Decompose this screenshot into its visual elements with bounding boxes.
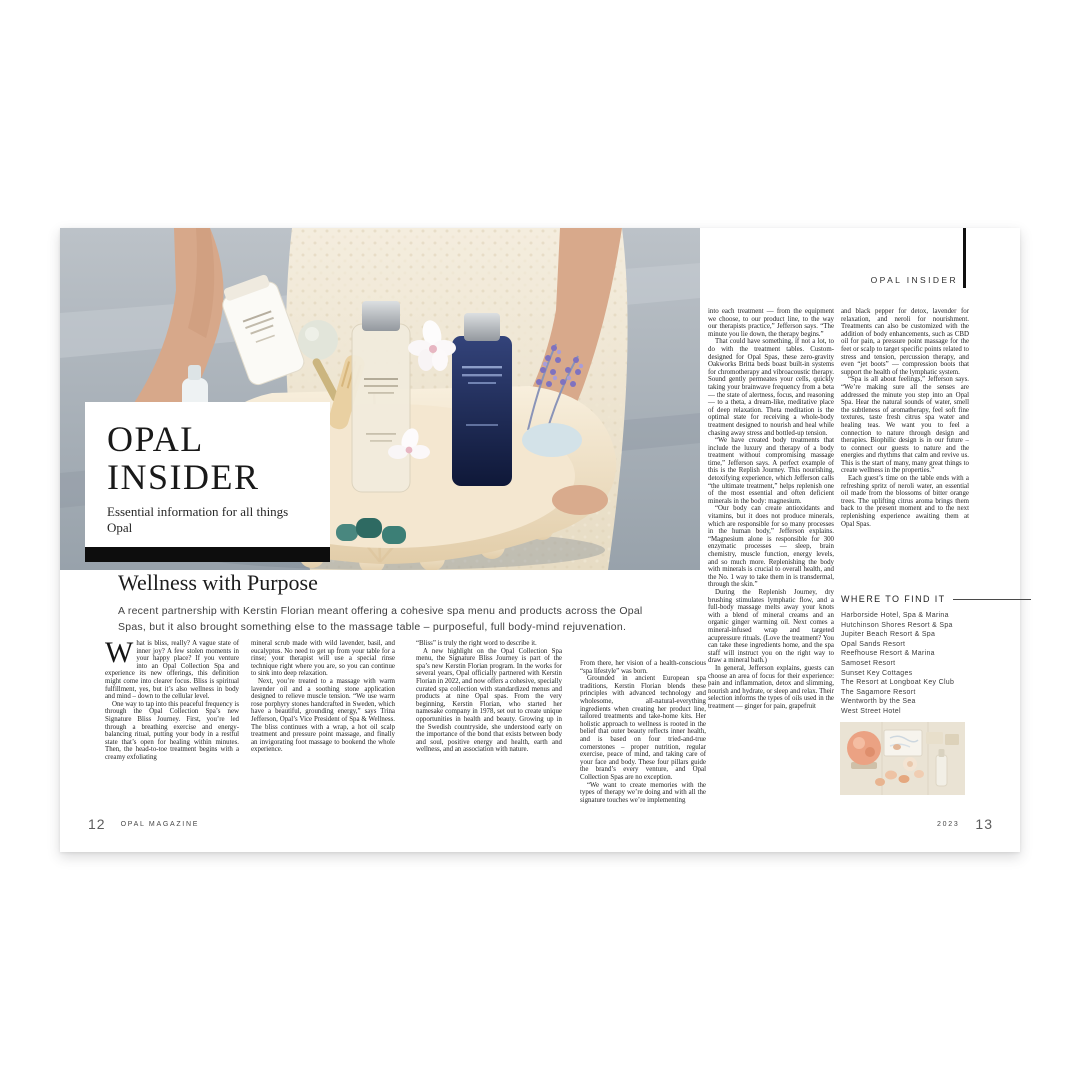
where-to-find-it-label: WHERE TO FIND IT (841, 594, 946, 604)
list-item: Jupiter Beach Resort & Spa (841, 631, 936, 639)
section-header-label: OPAL INSIDER (870, 275, 958, 285)
list-item: Wentworth by the Sea (841, 698, 916, 706)
paragraph: “We have created body treatments that include the luxury and therapy of a body treatment without compromising massage time,” Jefferson says. A perfect example of this is the Replish Journey. This nourishing, detoxifying experience, which Jefferson calls “the ultimate treatment,” helps replenish one of the most essential and often deficient minerals in the body: magnesium. (708, 437, 834, 505)
list-item: The Resort at Longboat Key Club (841, 679, 955, 687)
list-item: Samoset Resort (841, 659, 896, 667)
hero-title-card (85, 402, 330, 562)
hero-title-line1: OPAL (107, 419, 204, 459)
footer-right (937, 816, 993, 832)
list-item: Reefhouse Resort & Marina (841, 650, 935, 658)
body-column-2 (251, 640, 395, 754)
right-hand (552, 485, 608, 515)
paragraph: Each guest’s time on the table ends with a refreshing spritz of neroli water, an essential oil made from the blossoms of bitter orange trees. The uplifting citrus aroma brings them back to the present moment and to the next replenishing experience awaiting them at Opal Spas. (841, 475, 969, 528)
paragraph: In general, Jefferson explains, guests can choose an area of focus for their experience: pain and inflammation, detox and slimming, nourish and hydrate, or sleep and relax. Their selection informs the types of oils used in the treatment — ginger for pain, grapefruit (708, 664, 834, 710)
paragraph: A new highlight on the Opal Collection Spa menu, the Signature Bliss Journey is part of the spa’s new Kerstin Florian program. In the works for several years, Opal officially partnered with Kerstin Florian in 2022, and now offers a cohesive, specially curated spa collection with standardized menus and products at nine Opal spas. From the very beginning, Kerstin Florian, who started her namesake company in 1978, set out to create unique opportunities in health and beauty. Growing up in the Swedish countryside, she understood early on the importance of the bond that exists between body and soul, positive energy and health, earth and wellness, and an association with nature. (416, 647, 562, 754)
location-list (841, 611, 1031, 717)
article-intro: A recent partnership with Kerstin Florian meant offering a cohesive spa menu and products across the Opal Spas, but it also brought something else to the massage table – purposeful, full body-mind rejuvenation. (118, 605, 643, 633)
list-item: Hutchinson Shores Resort & Spa (841, 621, 953, 629)
hero-subtitle: Essential information for all things Opal (107, 504, 289, 535)
where-to-find-it-heading (841, 594, 1031, 604)
heading-rule (953, 599, 1031, 600)
magazine-name: OPAL MAGAZINE (120, 820, 200, 828)
flatlay-illustration (840, 722, 965, 795)
spa-products-flatlay-photo (840, 722, 965, 795)
footer-left (88, 816, 199, 832)
drop-cap: W (105, 636, 134, 669)
paragraph: During the Replenish Journey, dry brushing stimulates lymphatic flow, and a full-body massage melts away your knots with a blend of mineral creams and an organic ginger warming oil. Next comes a mineral-infused wrap and targeted acupressure rituals. (Love the treatment? You can take these ingredients home, and the spa staff will instruct you on the right way to draw a mineral bath.) (708, 588, 834, 665)
paragraph: mineral scrub made with wild lavender, basil, and eucalyptus. No need to get up from your table for a rinse; your therapist will use a special rinse technique right where you are, so you can continue to sink into deep relaxation. (251, 640, 395, 678)
footer-year: 2023 (937, 820, 960, 828)
body-column-5 (708, 308, 834, 710)
paragraph: One way to tap into this peaceful frequency is through the Opal Collection Spa’s new Signature Bliss Journey. First, you’re led through a breathing exercise and energy-balancing ritual, putting your body in a restful state that’s open for healing within minutes. Then, the head-to-toe treatment begins with a creamy exfoliating (105, 700, 239, 761)
hero-photo (60, 228, 700, 570)
list-item: West Street Hotel (841, 707, 901, 715)
section-header-bar (963, 228, 966, 288)
article-heading: Wellness with Purpose (118, 570, 318, 595)
list-item: The Sagamore Resort (841, 688, 916, 696)
body-column-3 (416, 640, 562, 754)
where-to-find-it (841, 594, 1031, 717)
paragraph: “Spa is all about feelings,” Jefferson says. “We’re making sure all the senses are addressed the minute you step into an Opal Spa. Hear the natural sounds of water, smell the subtleness of aromatherapy, feel soft fine textures, taste fresh citrus spa water and healing teas. We want you to feel a connection to nature through design and therapies. Biophilic design is in our future – to connect our guests to nature and the energies and rhythms that calm and revive us. This is the start of many, many great things to create wellness in the properties.” (841, 376, 969, 475)
list-item: Harborside Hotel, Spa & Marina (841, 612, 949, 619)
clear-bottle (352, 301, 410, 492)
paragraph: into each treatment — from the equipment we choose, to our product line, to the way our therapists practice,” Jefferson says. “The minute you lie down, the therapy begins.” (708, 308, 834, 338)
magazine-spread (60, 228, 1020, 852)
body-column-1 (105, 636, 239, 762)
left-page-number: 12 (88, 816, 106, 832)
hero-card-black-bar (85, 547, 330, 562)
paragraph: From there, her vision of a health-conscious “spa lifestyle” was born. (580, 660, 706, 675)
navy-bottle (452, 313, 512, 486)
paragraph: Grounded in ancient European spa traditions, Kerstin Florian blends these principles with advanced technology and wholesome, all-natural-everything ingredients when creating her product line, tailored treatments and take-home kits. Her holistic approach to wellness is rooted in the belief that outer beauty reflects inner health, and is based on four tried-and-true cornerstones – proper nutrition, regular exercise, peace of mind, and taking care of your face and body. These four pillars guide the brand’s every venture, and Opal Collection Spas are no exception. (580, 675, 706, 781)
body-column-6 (841, 308, 969, 528)
paragraph: and black pepper for detox, lavender for relaxation, and neroli for nourishment. Treatments can also be customized with the addition of body enhancements, such as CBD oil for pain, a pressure point massage for the feet or scalp to target specific points related to stress and tension, percussion therapy, and even “jet boots” — compression boots that support the health of the lymphatic system. (841, 308, 969, 376)
list-item: Sunset Key Cottages (841, 669, 913, 677)
paragraph: “Our body can create antioxidants and vitamins, but it does not produce minerals, which are responsible for so many processes in the human body,” Jefferson explains. “Magnesium alone is responsible for 300 enzymatic processes — sleep, brain chemistry, muscle function, energy levels, and so much more. Replenishing the body with minerals is crucial to overall health, and the No. 1 way to take them in is transdermal, through the skin.” (708, 505, 834, 589)
list-item: Opal Sands Resort (841, 640, 906, 648)
body-column-4 (580, 660, 706, 804)
paragraph: What is bliss, really? A vague state of inner joy? A few stolen moments in your happy place? If you venture into an Opal Collection Spa and experience its new offerings, this definition might come into clearer focus. Bliss is spiritual fulfillment, yes, but it’s also wellness in body and mind – down to the cellular level. (105, 636, 239, 701)
hero-title-line2: INSIDER (107, 457, 260, 497)
paragraph: That could have something, if not a lot, to do with the treatment tables. Custom-designed for Opal Spas, these zero-gravity Oakworks Britta beds boast built-in systems for chromotherapy and vibroacoustic therapy. Sound gently permeates your cells, quickly taking your brainwave frequency from a beta — the state of alertness, focus, and reasoning — to a theta, a dream-like, meditative place of deep relaxation. Theta meditation is the optimal state for receiving a whole-body treatment designed to nourish and heal while chasing away stress and bottled-up tension. (708, 338, 834, 437)
paragraph: Next, you’re treated to a massage with warm lavender oil and a soothing stone application designed to relieve muscle tension. “We use warm rose porphyry stones handcrafted in Sweden, which have a beautiful, grounding energy,” says Trina Jefferson, Opal’s Vice President of Spa & Wellness. The bliss continues with a wrap, a hot oil scalp treatment and pressure point massage, and finally an invigorating foot massage to bookend the whole experience. (251, 677, 395, 754)
right-page-number: 13 (975, 816, 993, 832)
paragraph: “We want to create memories with the types of therapy we’re doing and with all the signature touches we’re implementing (580, 781, 706, 804)
paragraph: “Bliss” is truly the right word to describe it. (416, 640, 537, 647)
gua-sha-stone (522, 423, 582, 457)
